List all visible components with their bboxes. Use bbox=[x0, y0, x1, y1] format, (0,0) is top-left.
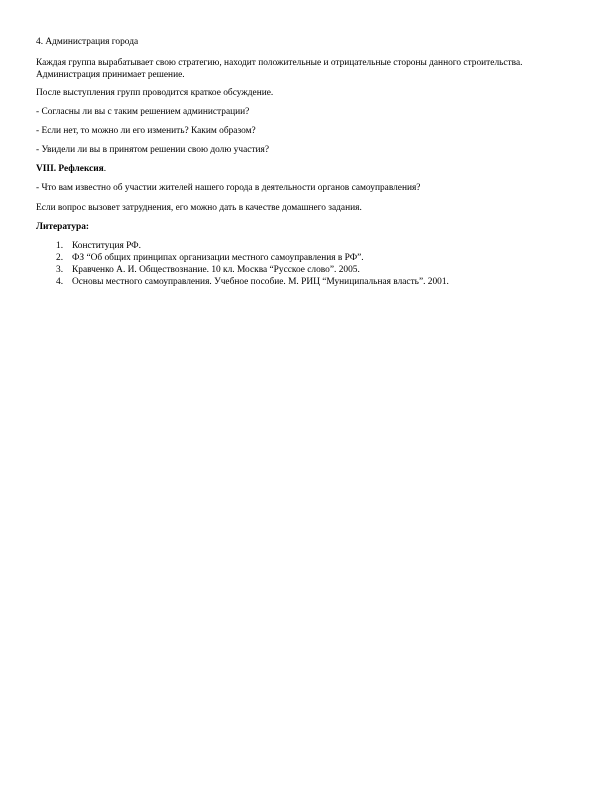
paragraph-strategy: Каждая группа вырабатывает свою стратегию, находит положительные и отрицательные стороны данного строительства. Администрация принимает решение. bbox=[36, 58, 523, 80]
literature-item-number: 3. bbox=[56, 265, 64, 275]
literature-item bbox=[56, 252, 449, 264]
literature-item-number: 2. bbox=[56, 253, 64, 263]
literature-item-text: Кравченко А. И. Обществознание. 10 кл. Москва “Русское слово”. 2005. bbox=[72, 265, 360, 275]
reflection-heading-period: . bbox=[103, 164, 107, 174]
literature-list bbox=[56, 240, 449, 288]
question-self-government: - Что вам известно об участии жителей нашего города в деятельности органов самоуправления? bbox=[36, 183, 421, 193]
question-change: - Если нет, то можно ли его изменить? Каким образом? bbox=[36, 126, 256, 136]
literature-item-text: Основы местного самоуправления. Учебное пособие. М. РИЦ “Муниципальная власть”. 2001. bbox=[72, 277, 449, 287]
reflection-heading-text: VIII. Рефлексия bbox=[36, 164, 104, 174]
section-heading: 4. Администрация города bbox=[36, 37, 139, 47]
literature-item bbox=[56, 264, 449, 276]
literature-item-number: 4. bbox=[56, 277, 64, 287]
literature-item-text: Конституция РФ. bbox=[72, 241, 141, 251]
question-participation: - Увидели ли вы в принятом решении свою долю участия? bbox=[36, 145, 269, 155]
literature-item bbox=[56, 240, 449, 252]
literature-item bbox=[56, 276, 449, 288]
literature-heading: Литература: bbox=[36, 222, 90, 232]
reflection-heading bbox=[36, 163, 576, 175]
question-agree: - Согласны ли вы с таким решением администрации? bbox=[36, 107, 250, 117]
literature-item-number: 1. bbox=[56, 241, 64, 251]
paragraph-discussion: После выступления групп проводится краткое обсуждение. bbox=[36, 88, 274, 98]
literature-item-text: ФЗ “Об общих принципах организации местного самоуправления в РФ”. bbox=[72, 253, 364, 263]
paragraph-homework: Если вопрос вызовет затруднения, его можно дать в качестве домашнего задания. bbox=[36, 203, 362, 213]
